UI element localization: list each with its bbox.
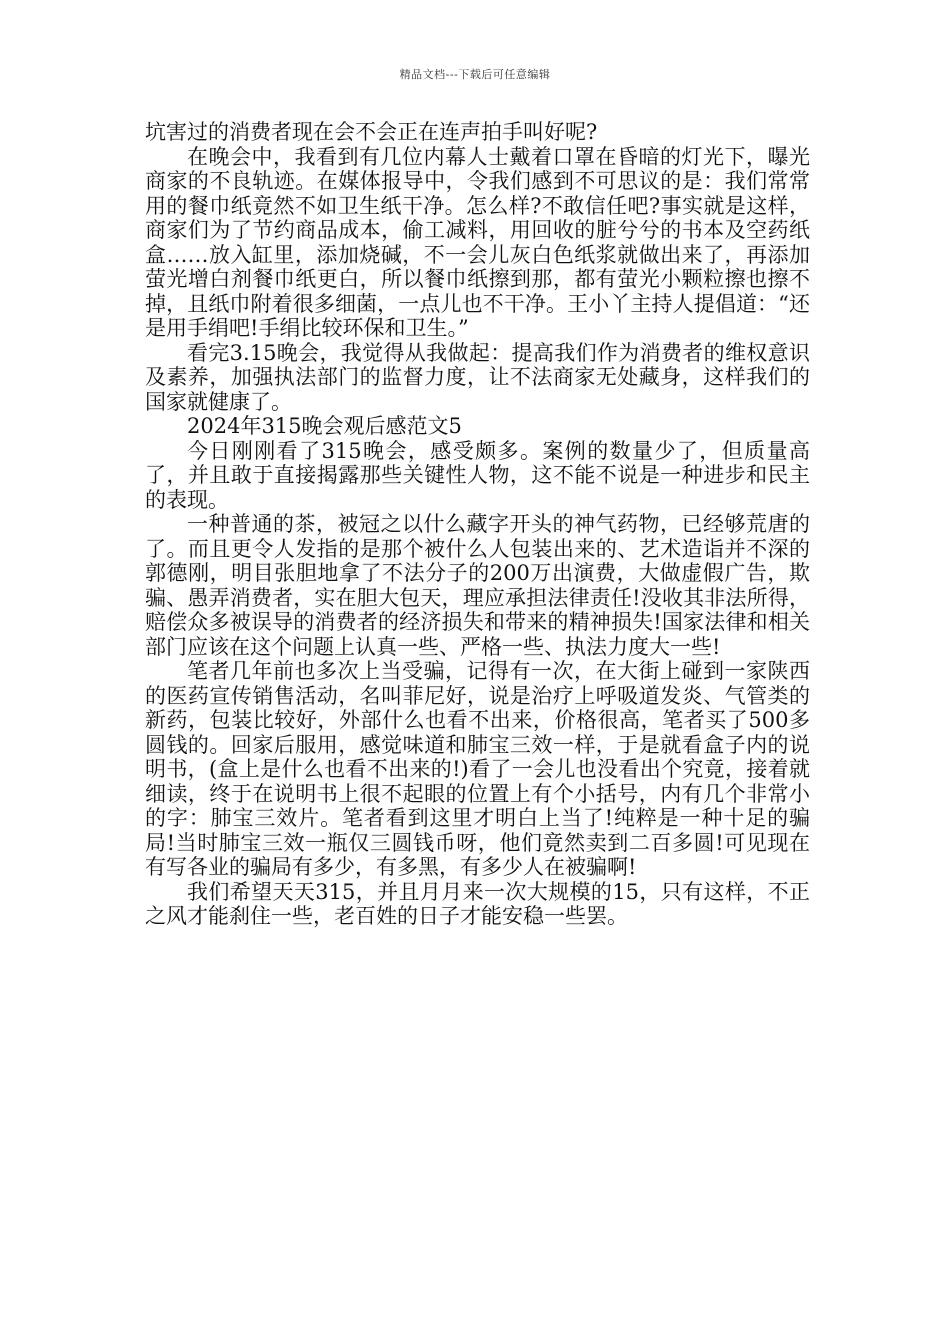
paragraph: 我们希望天天315，并且月月来一次大规模的15，只有这样，不正之风才能刹住一些，老百姓的日子才能安稳一些罢。 (145, 879, 810, 928)
paragraph: 看完3.15晚会，我觉得从我做起：提高我们作为消费者的维权意识及素养，加强执法部门的监督力度，让不法商家无处藏身，这样我们的国家就健康了。 (145, 340, 810, 414)
section-title: 2024年315晚会观后感范文5 (187, 414, 462, 438)
paragraph: 笔者几年前也多次上当受骗，记得有一次，在大街上碰到一家陕西的医药宣传销售活动，名叫菲尼好，说是治疗上呼吸道发炎、气管类的新药，包装比较好，外部什么也看不出来，价格很高，笔者买了500多圆钱的。回家后服用，感觉味道和肺宝三效一样，于是就看盒子内的说明书，(盒上是什么也看不出来的!)看了一会儿也没看出个究竟，接着就细读，终于在说明书上很不起眼的位置上有个小括号，内有几个非常小的字：肺宝三效片。笔者看到这里才明白上当了!纯粹是一种十足的骗局!当时肺宝三效一瓶仅三圆钱币呀，他们竟然卖到二百多圆!可见现在有写各业的骗局有多少，有多黑，有多少人在被骗啊! (145, 659, 810, 879)
paragraph: 坑害过的消费者现在会不会正在连声拍手叫好呢? (145, 120, 598, 144)
paragraph: 在晚会中，我看到有几位内幕人士戴着口罩在昏暗的灯光下，曝光商家的不良轨迹。在媒体报导中，令我们感到不可思议的是：我们常常用的餐巾纸竟然不如卫生纸干净。怎么样?不敢信任吧?事实就是这样，商家们为了节约商品成本，偷工减料，用回收的脏兮兮的书本及空药纸盒……放入缸里，添加烧碱，不一会儿灰白色纸浆就做出来了，再添加萤光增白剂餐巾纸更白，所以餐巾纸擦到那，都有萤光小颗粒擦也擦不掉，且纸巾附着很多细菌，一点儿也不干净。王小丫主持人提倡道：“还是用手绢吧!手绢比较环保和卫生。” (145, 144, 810, 340)
paragraph: 一种普通的茶，被冠之以什么藏字开头的神气药物，已经够荒唐的了。而且更令人发指的是那个被什么人包装出来的、艺术造诣并不深的郭德刚，明目张胆地拿了不法分子的200万出演费，大做虚假广告，欺骗、愚弄消费者，实在胆大包天，理应承担法律责任!没收其非法所得，赔偿众多被误导的消费者的经济损失和带来的精神损失!国家法律和相关部门应该在这个问题上认真一些、严格一些、执法力度大一些! (145, 512, 810, 659)
article-body (145, 120, 810, 929)
paragraph: 今日刚刚看了315晚会，感受颇多。案例的数量少了，但质量高了，并且敢于直接揭露那些关键性人物，这不能不说是一种进步和民主的表现。 (145, 438, 810, 512)
page-header: 精品文档---下载后可任意编辑 (399, 68, 551, 81)
